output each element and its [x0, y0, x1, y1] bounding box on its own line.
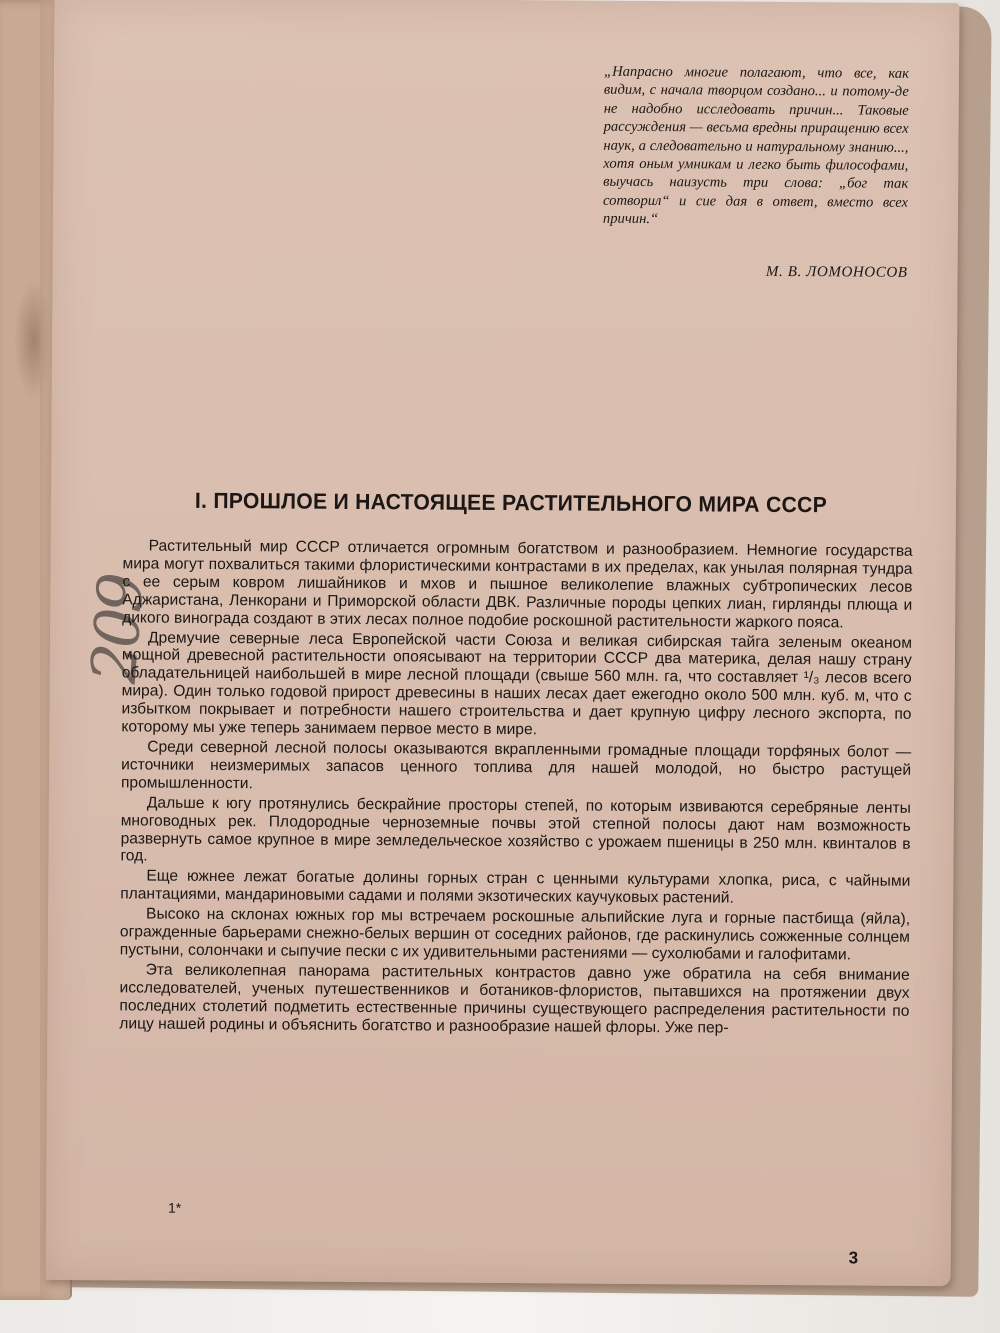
paragraph: Среди северной лесной полосы оказываются вкрапленными громадные площади торфяных болот — источники неизмеримых запасов ценного топлива для нашей молодой, но быстро растущей промышленности.	[120, 738, 912, 793]
handwritten-margin-number: 209	[76, 573, 158, 686]
paragraph: Дремучие северные леса Европейской части Союза и великая сибирская тайга зеленым океаном мощной древесной растительности опоясывают на территории СССР два материка, делая нашу страну обладательницей наибольшей в мире лесной площади (свыше 560 млн. га, что составляет ¹/₃ лесов всего мира). Один только годовой прирост древесины в наших лесах дает ежегодно около 500 млн. куб. м, что с избытком покрывает и потребности нашего строительства и дает крупную цифру лесного экспорта, по которому мы уже теперь занимаем первое место в мире.	[121, 629, 913, 739]
paragraph: Дальше к югу протянулись бескрайние просторы степей, по которым извиваются серебряные ленты многоводных рек. Плодородные черноземные почвы этой степной полосы дают нам возможность развернуть самое крупное в мире земледельческое хозяйство с урожаем пшеницы в 250 млн. квинталов в год.	[120, 794, 911, 865]
signature-mark: 1*	[167, 1199, 182, 1216]
paragraph: Еще южнее лежат богатые долины горных стран с ценными культурами хлопка, риса, с чайными плантациями, мандариновыми садами и полями экзотических каучуковых растений.	[120, 867, 911, 907]
book-page	[46, 0, 960, 1286]
paragraph: Эта великолепная панорама растительных контрастов давно уже обратила на себя внимание исследователей, ученых путешественников и ботаников-флористов, пытавшихся на протяжении двух последних столетий подметить естественные причины существующего распределения растительности по лицу нашей родины и объяснить богатство и разнообразие нашей флоры. Уже пер-	[119, 961, 910, 1037]
chapter-title: I. ПРОШЛОЕ И НАСТОЯЩЕЕ РАСТИТЕЛЬНОГО МИРА СССР	[194, 487, 828, 518]
epigraph-author: М. В. ЛОМОНОСОВ	[765, 263, 908, 281]
paragraph: Высоко на склонах южных гор мы встречаем роскошные альпийские луга и горные пастбища (яйла), огражденные барьерами снежно-белых вершин от соседних районов, где раскинулись сожженные солнцем пустыни, солончаки и сыпучие пески с их удивительными растениями — сухолюбами и галофитами.	[119, 905, 911, 964]
epigraph-quote: „Напрасно многие полагают, что все, как видим, с начала творцом создано... и потому-де не надобно исследовать причин... Таковые рассуждения — весьма вредны приращению всех наук, а следовательно и натуральному знанию..., хотя оным умникам и легко быть философами, выучась наизусть три слова: „бог так сотворил“ и сие дая в ответ, вместо всех причин.“	[602, 63, 910, 228]
paragraph: Растительный мир СССР отличается огромным богатством и разнообразием. Немногие государства мира могут похвалиться такими флористическими контрастами в их пределах, как унылая полярная тундра с ее серым ковром лишайников и мхов и пышное великолепие влажных субтропических лесов Аджаристана, Ленкорани и Приморской области ДВК. Различные породы цепких лиан, гирлянды плюща и дикого винограда создают в этих лесах полное подобие роскошной растительности жаркого пояса.	[122, 537, 913, 632]
body-text	[119, 537, 912, 1040]
page-number: 3	[848, 1248, 859, 1268]
